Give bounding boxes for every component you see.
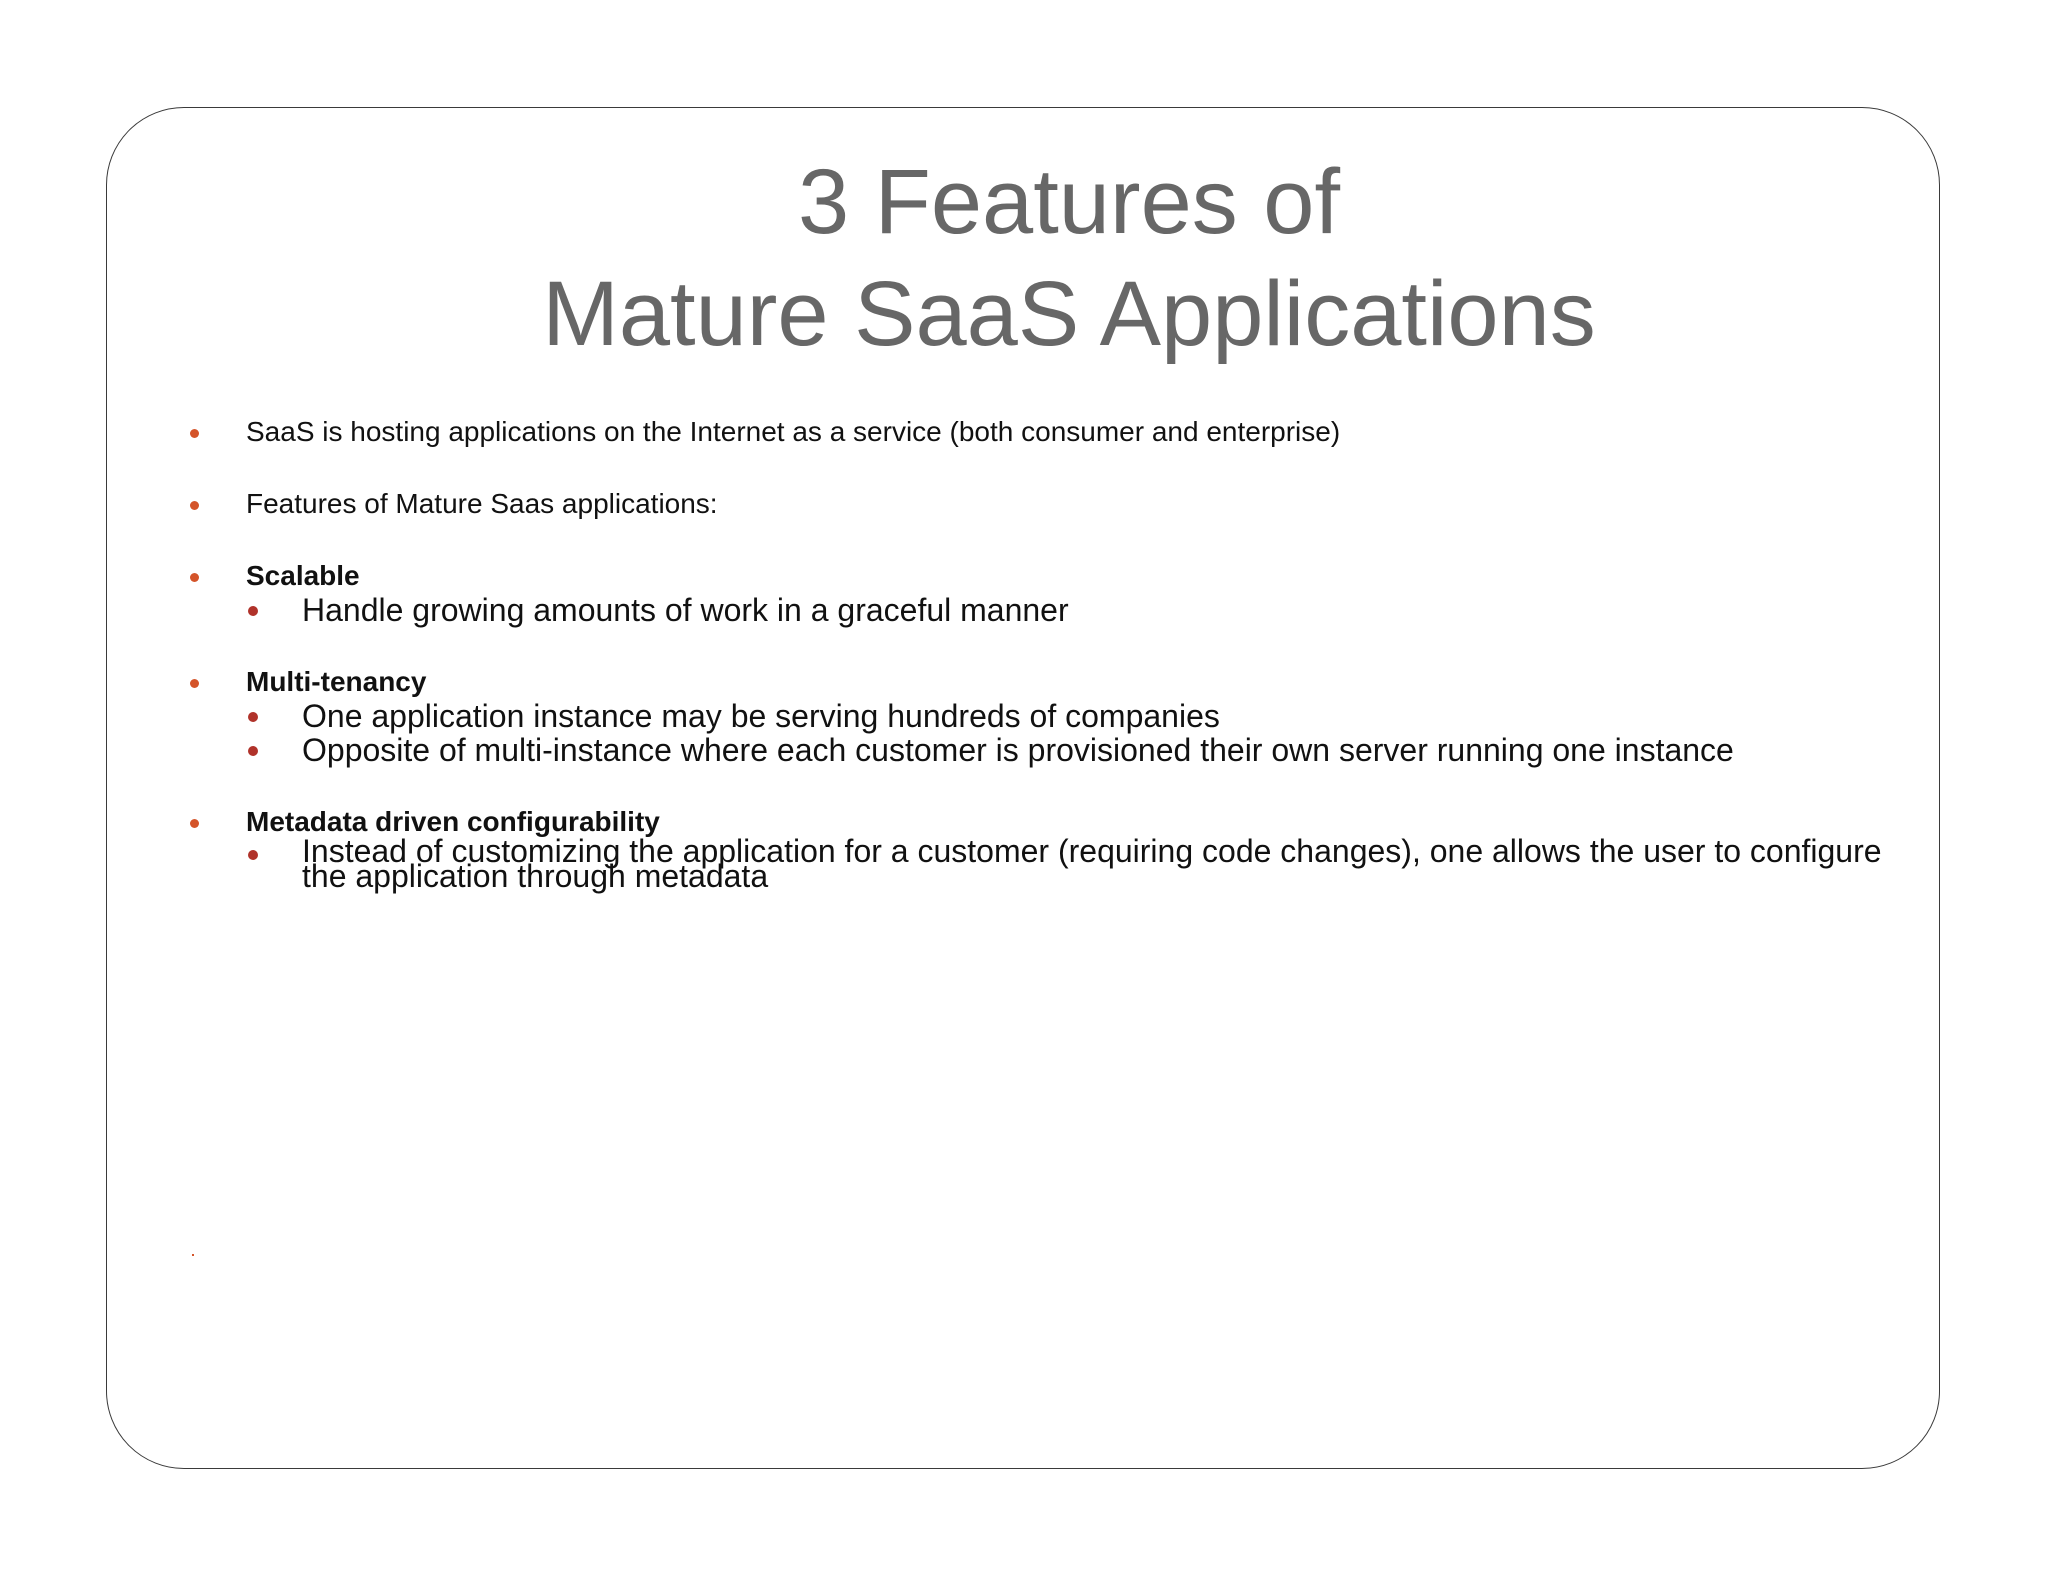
stray-mark [192,1254,194,1256]
bullet-dot-icon [190,819,199,828]
sub-bullet-dot-icon [248,606,258,616]
sub-bullet [246,593,1888,627]
bullet-label: Features of Mature Saas applications: [246,488,718,519]
bullet-heading: Multi-tenancy [246,666,427,697]
bullet-saas-definition [188,415,1888,449]
sub-bullet-list [246,593,1888,627]
bullet-dot-icon [190,679,199,688]
sub-bullet-text: Instead of customizing the application for a customer (requiring code changes), one allows the user to configure the application through metadata [302,833,1882,894]
sub-bullet-text: Handle growing amounts of work in a graceful manner [302,592,1069,628]
bullet-multi-tenancy [188,665,1888,767]
bullet-heading: Metadata driven configurability [246,806,660,837]
sub-bullet-list [246,699,1888,767]
sub-bullet-text: Opposite of multi-instance where each customer is provisioned their own server running one instance [302,732,1734,768]
bullet-metadata-configurability [188,805,1888,894]
sub-bullet-dot-icon [248,850,258,860]
sub-bullet-dot-icon [248,712,258,722]
bullet-dot-icon [190,501,199,510]
bullet-dot-icon [190,429,199,438]
bullet-dot-icon [190,573,199,582]
bullet-heading: Scalable [246,560,360,591]
bullet-scalable [188,559,1888,627]
sub-bullet-dot-icon [248,746,258,756]
slide-title [106,146,2032,370]
sub-bullet-list [246,833,1888,894]
sub-bullet [246,733,1888,767]
slide-title-line-1: 3 Features of [797,151,1341,253]
sub-bullet [246,833,1888,894]
bullet-label: SaaS is hosting applications on the Internet as a service (both consumer and enterprise) [246,416,1341,447]
bullet-list [188,415,1888,894]
sub-bullet-text: One application instance may be serving hundreds of companies [302,698,1220,734]
slide-title-line-2: Mature SaaS Applications [542,263,1596,365]
bullet-features-intro [188,487,1888,521]
sub-bullet [246,699,1888,733]
